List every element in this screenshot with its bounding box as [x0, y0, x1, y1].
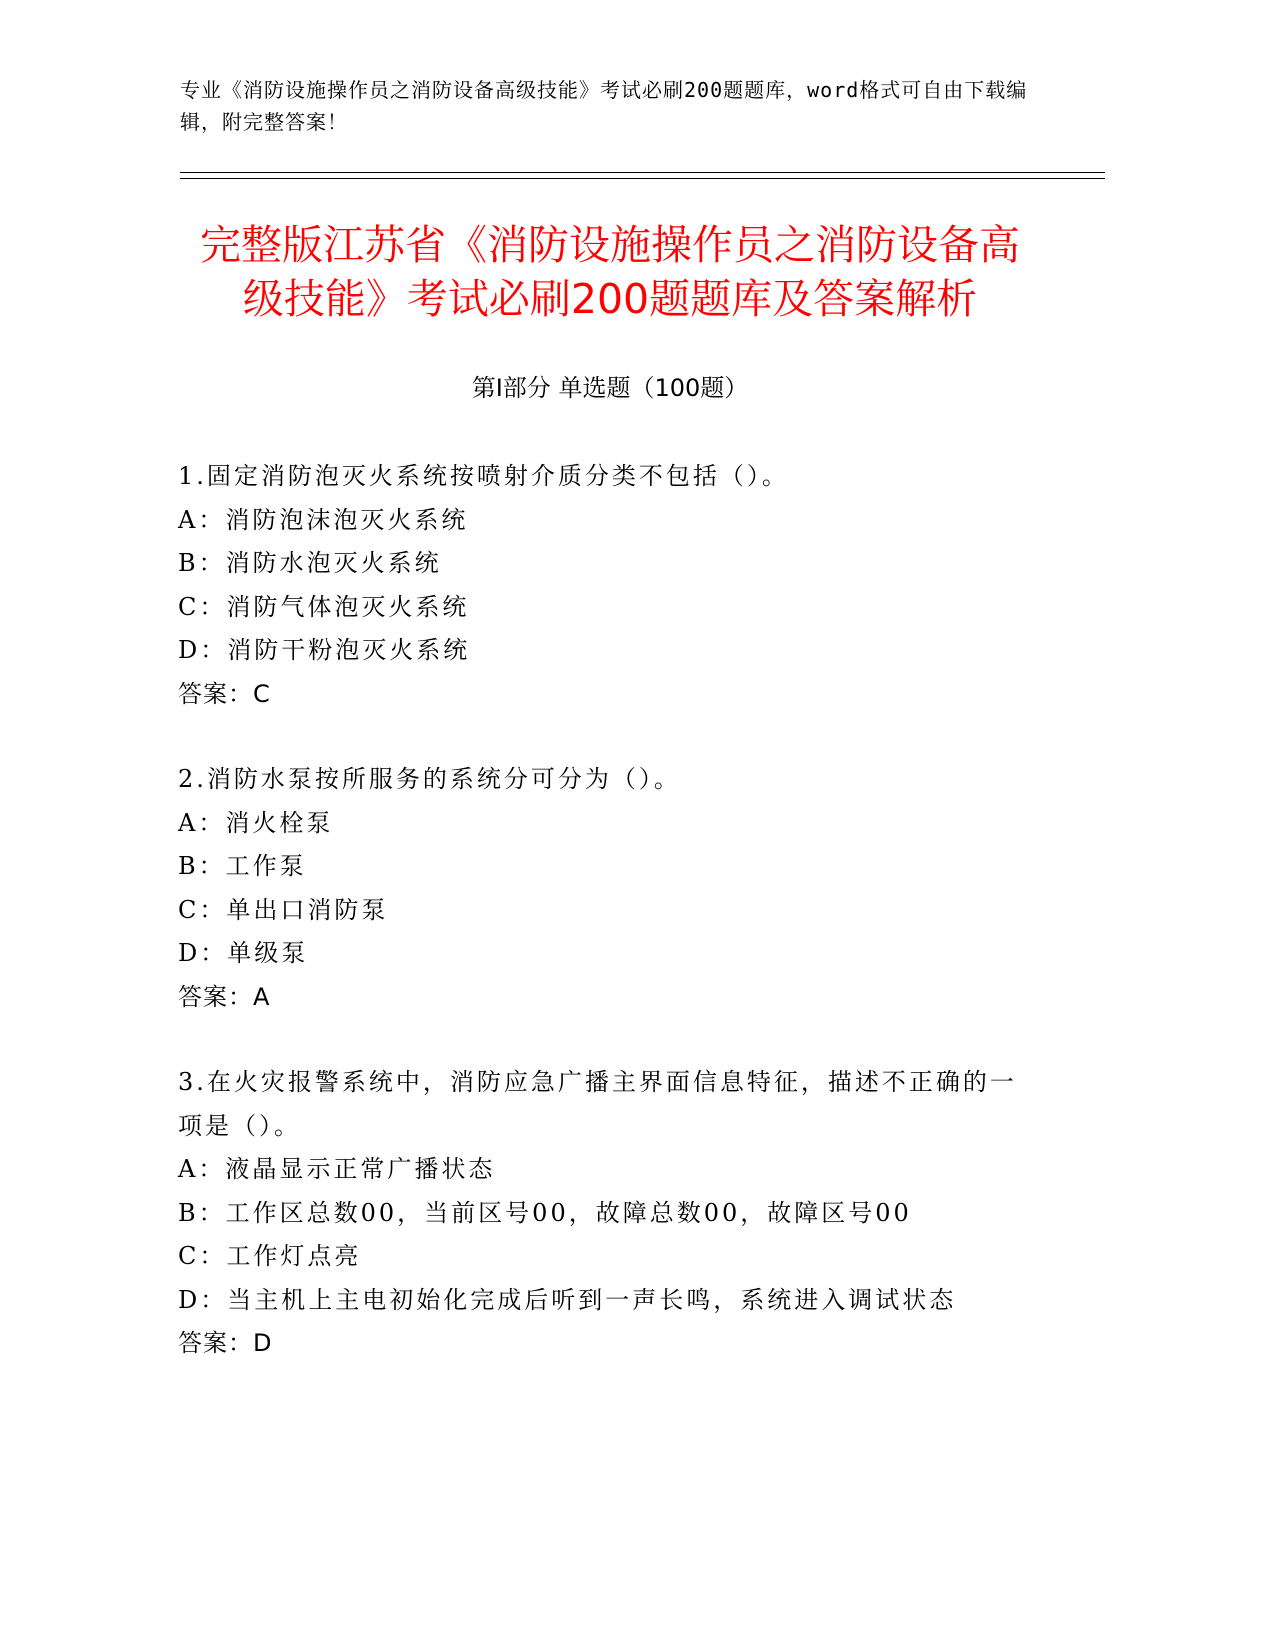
question-item — [178, 1061, 1038, 1366]
question-item — [178, 758, 1038, 1019]
answer-label: 答案：C — [178, 679, 271, 708]
option-d: D：消防干粉泡灭火系统 — [178, 636, 471, 664]
header-note: 专业《消防设施操作员之消防设备高级技能》考试必刷200题题库，word格式可自由下载编辑，附完整答案！ — [180, 78, 1028, 134]
question-stem: 1.固定消防泡灭火系统按喷射介质分类不包括（）。 — [178, 462, 789, 490]
option-d: D：单级泵 — [178, 939, 309, 967]
option-a: A：消火栓泵 — [178, 808, 334, 837]
answer-label: 答案：D — [178, 1329, 273, 1357]
option-c: C：消防气体泡灭火系统 — [178, 592, 470, 621]
option-c: C：单出口消防泵 — [178, 895, 389, 924]
document-title: 完整版江苏省《消防设施操作员之消防设备高级技能》考试必刷200题题库及答案解析 — [200, 221, 1020, 323]
option-a: A：消防泡沫泡灭火系统 — [178, 505, 469, 534]
question-item — [178, 455, 1038, 716]
option-b: B：工作泵 — [178, 852, 307, 880]
header-divider-top — [180, 172, 1105, 173]
option-b: B：工作区总数00，当前区号00，故障总数00，故障区号00 — [178, 1198, 912, 1227]
question-stem: 3.在火灾报警系统中，消防应急广播主界面信息特征，描述不正确的一项是（）。 — [178, 1068, 1017, 1140]
question-list — [178, 455, 1038, 1408]
option-b: B：消防水泡灭火系统 — [178, 549, 442, 577]
question-stem: 2.消防水泵按所服务的系统分可分为（）。 — [178, 765, 681, 793]
section-title: 第Ⅰ部分 单选题（100题） — [471, 374, 749, 402]
option-d: D：当主机上主电初始化完成后听到一声长鸣，系统进入调试状态 — [178, 1285, 957, 1314]
option-a: A：液晶显示正常广播状态 — [178, 1155, 496, 1183]
answer-label: 答案：A — [178, 982, 271, 1011]
option-c: C：工作灯点亮 — [178, 1242, 362, 1270]
header-divider-bottom — [180, 178, 1105, 179]
